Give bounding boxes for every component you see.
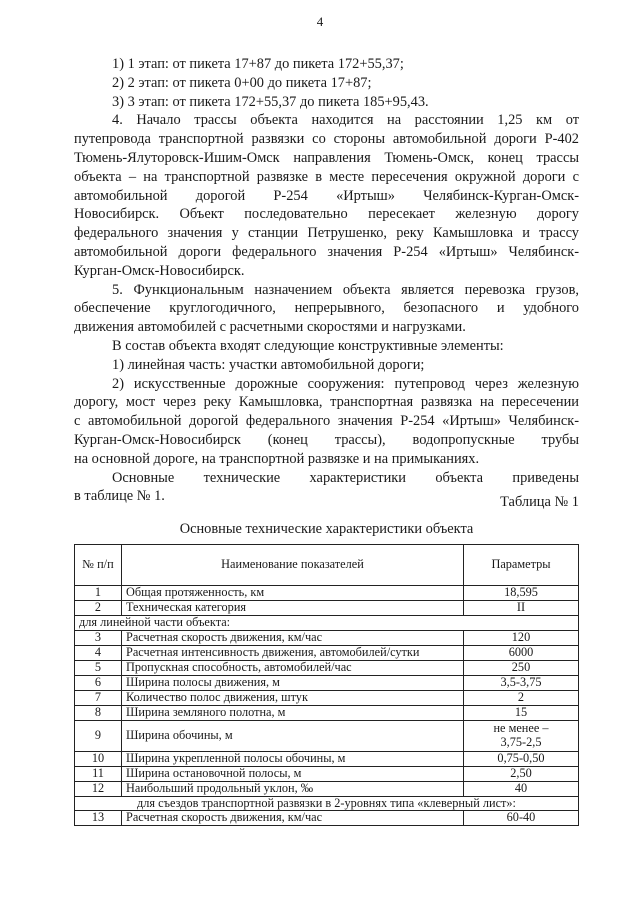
- stage-2: 2) 2 этап: от пикета 0+00 до пикета 17+87;: [112, 74, 372, 91]
- section-row-linear: [75, 616, 579, 631]
- header-param: Параметры: [464, 545, 579, 586]
- specifications-table: [74, 544, 579, 826]
- text-line: Тюмень-Ялуторовск-Ишим-Омск направления Тюмень-Омск, конец трассы: [74, 149, 579, 166]
- row-num: 12: [75, 781, 122, 796]
- row-name: Ширина укрепленной полосы обочины, м: [122, 751, 464, 766]
- section-row-interchange: [75, 796, 579, 811]
- section-label: для линейной части объекта:: [75, 616, 579, 631]
- table-caption: Основные технические характеристики объекта: [179, 521, 474, 537]
- table-row: [75, 601, 579, 616]
- row-num: 8: [75, 705, 122, 720]
- table-row: [75, 720, 579, 751]
- row-value: II: [464, 601, 579, 616]
- row-name: Расчетная интенсивность движения, автомобилей/сутки: [122, 645, 464, 660]
- table-header-row: [75, 545, 579, 586]
- text-line: Курган-Омск-Новосибирск (конец трассы), водопропускные трубы: [74, 431, 579, 448]
- row-name: Расчетная скорость движения, км/час: [122, 630, 464, 645]
- table-row: [75, 781, 579, 796]
- row-num: 1: [75, 586, 122, 601]
- row-num: 11: [75, 766, 122, 781]
- row-num: 7: [75, 690, 122, 705]
- table-row: [75, 705, 579, 720]
- row-num: 13: [75, 811, 122, 826]
- text-line: движения автомобилей с расчетными скоростями и нагрузками.: [74, 319, 466, 336]
- text-line: в таблице № 1.: [74, 488, 165, 505]
- text-line: автомобильной дороги федерального значения Р-254 «Иртыш» Челябинск-: [74, 243, 579, 260]
- row-num: 9: [75, 720, 122, 751]
- row-value: 0,75-0,50: [464, 751, 579, 766]
- header-name: Наименование показателей: [122, 545, 464, 586]
- row-num: 5: [75, 660, 122, 675]
- row-name: Техническая категория: [122, 601, 464, 616]
- row-value: 15: [464, 705, 579, 720]
- row-value: 40: [464, 781, 579, 796]
- row-value: 18,595: [464, 586, 579, 601]
- row-name: Ширина обочины, м: [122, 720, 464, 751]
- row-value: 250: [464, 660, 579, 675]
- row-name: Ширина земляного полотна, м: [122, 705, 464, 720]
- text-line: Основные технические характеристики объекта приведены: [112, 469, 579, 486]
- element-2: [74, 375, 579, 469]
- row-value: 120: [464, 630, 579, 645]
- table-row: [75, 751, 579, 766]
- row-num: 6: [75, 675, 122, 690]
- text-line: путепровода транспортной развязки со стороны автомобильной дороги Р-402: [74, 131, 579, 148]
- row-name: Ширина остановочной полосы, м: [122, 766, 464, 781]
- row-name: Количество полос движения, штук: [122, 690, 464, 705]
- text-line: 2) искусственные дорожные сооружения: путепровод через железную: [112, 375, 579, 392]
- row-num: 3: [75, 630, 122, 645]
- text-line: 5. Функциональным назначением объекта является перевозка грузов,: [112, 281, 579, 298]
- row-name: Наибольший продольный уклон, ‰: [122, 781, 464, 796]
- row-num: 2: [75, 601, 122, 616]
- table-label: Таблица № 1: [500, 494, 579, 510]
- paragraph-5: [74, 281, 579, 337]
- table-row: [75, 766, 579, 781]
- table-row: [75, 690, 579, 705]
- row-name: Пропускная способность, автомобилей/час: [122, 660, 464, 675]
- document-body: [74, 55, 579, 506]
- table-row: [75, 675, 579, 690]
- row-value-line: 3,75-2,5: [500, 734, 542, 749]
- text-line: Курган-Омск-Новосибирск.: [74, 262, 245, 279]
- page-number: 4: [316, 14, 324, 29]
- table-row: [75, 660, 579, 675]
- table-row: [75, 586, 579, 601]
- row-name: Ширина полосы движения, м: [122, 675, 464, 690]
- text-line: с автомобильной дорогой федерального значения Р-254 «Иртыш» Челябинск-: [74, 413, 579, 430]
- text-line: объекта – на транспортной развязке в месте пересечения окружной дороги с: [74, 168, 579, 185]
- row-value: 2,50: [464, 766, 579, 781]
- header-num: № п/п: [75, 545, 122, 586]
- text-line: дорогу, мост через реку Камышловка, транспортная развязка на пересечении: [74, 394, 579, 411]
- row-num: 4: [75, 645, 122, 660]
- paragraph-4: [74, 111, 579, 280]
- row-value: 3,5-3,75: [464, 675, 579, 690]
- text-line: 4. Начало трассы объекта находится на расстоянии 1,25 км от: [112, 112, 579, 129]
- row-value: [464, 720, 579, 751]
- text-line: на основной дороге, на транспортной развязке и на примыканиях.: [74, 450, 480, 467]
- row-name: Общая протяженность, км: [122, 586, 464, 601]
- row-num: 10: [75, 751, 122, 766]
- text-line: автомобильной дорогой Р-254 «Иртыш» Челябинск-Курган-Омск-: [74, 187, 579, 204]
- stage-3: 3) 3 этап: от пикета 172+55,37 до пикета 185+95,43.: [112, 93, 429, 110]
- stage-1: 1) 1 этап: от пикета 17+87 до пикета 172+55,37;: [112, 56, 404, 72]
- text-line: обеспечение круглогодичного, непрерывного, безопасного и удобного: [74, 300, 579, 317]
- row-name: Расчетная скорость движения, км/час: [122, 811, 464, 826]
- text-line: федерального значения у станции Петрушенко, реку Камышловка и трассу: [74, 225, 579, 242]
- table-row: [75, 811, 579, 826]
- row-value: 2: [464, 690, 579, 705]
- element-1: 1) линейная часть: участки автомобильной дороги;: [112, 356, 425, 373]
- row-value: 60-40: [464, 811, 579, 826]
- table-row: [75, 630, 579, 645]
- section-label: для съездов транспортной развязки в 2-уровнях типа «клеверный лист»:: [75, 796, 579, 811]
- row-value-line: не менее –: [493, 721, 549, 735]
- table-row: [75, 645, 579, 660]
- composition-intro: В состав объекта входят следующие конструктивные элементы:: [112, 337, 504, 354]
- row-value: 6000: [464, 645, 579, 660]
- text-line: Новосибирск. Объект последовательно пересекает железную дорогу: [74, 206, 579, 223]
